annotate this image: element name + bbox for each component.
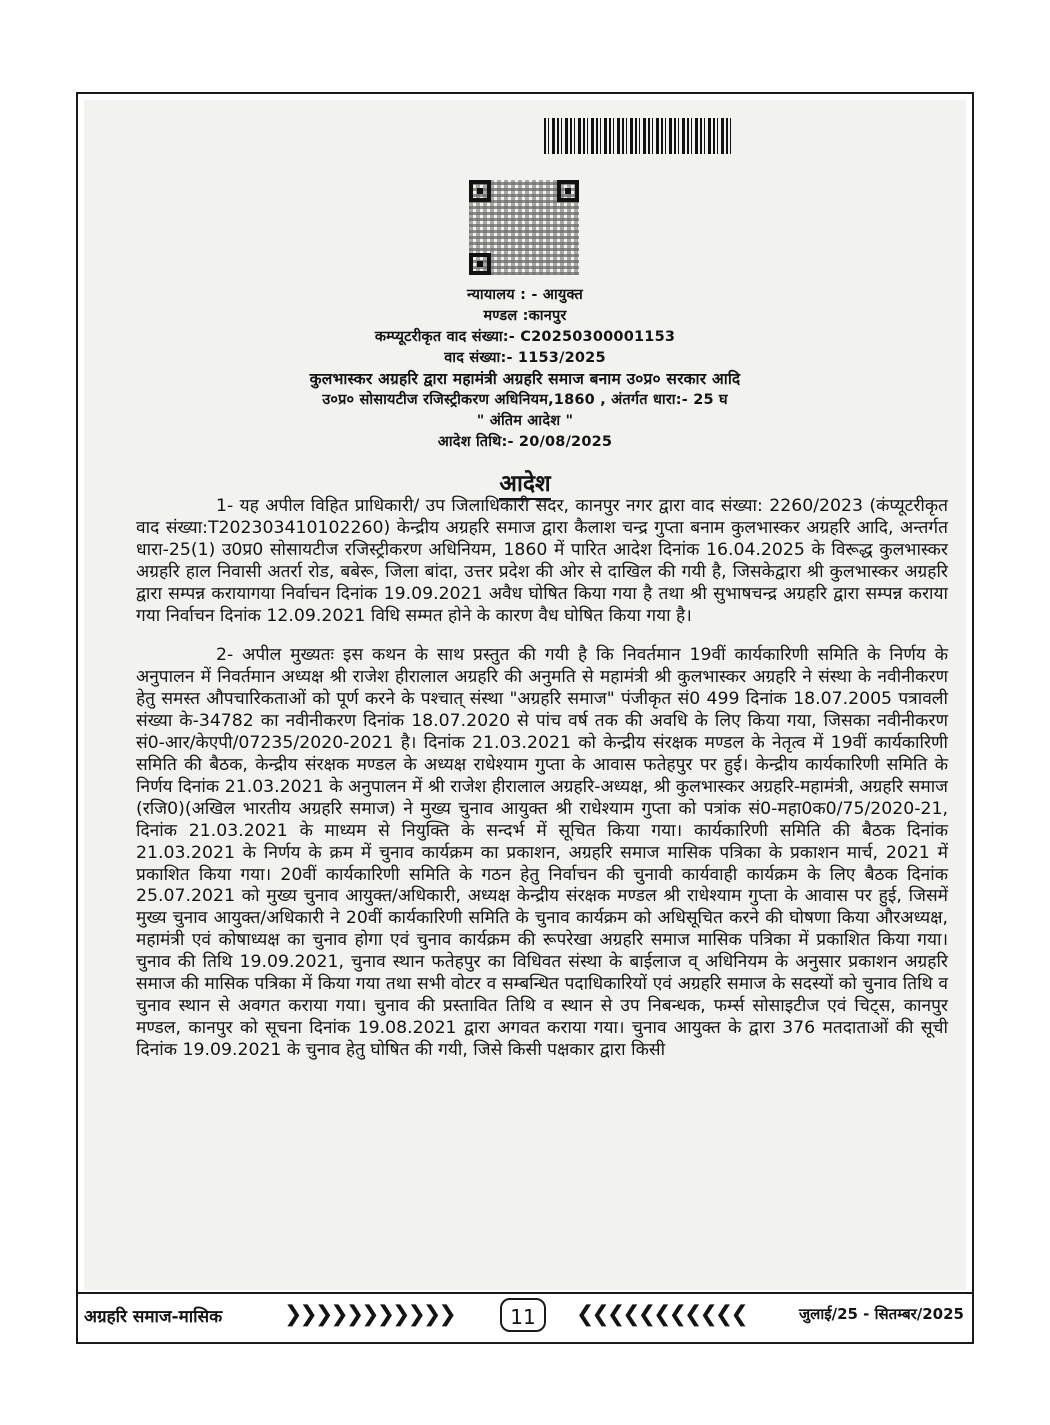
final-order-label: " अंतिम आदेश " <box>476 413 574 429</box>
computerized-case-number: कम्प्यूटरीकृत वाद संख्या:- C20250300001153 <box>374 329 676 345</box>
footer-ornament-right: ❮❮❮❮❮❮❮❮❮❮❮ <box>576 1302 746 1327</box>
paragraph-1: 1- यह अपील विहित प्राधिकारी/ उप जिलाधिकारी सदर, कानपुर नगर द्वारा वाद संख्या: 2260/2023 (कंप्यूटरीकृत वाद संख्या:T202303410102260) केन्द्रीय अग्रहरि समाज द्वारा कैलाश चन्द्र गुप्ता बनाम कुलभास्कर अग्रहरि आदि, अन्तर्गत धारा-25(1) उ0प्र0 सोसायटीज रजिस्ट्रीकरण अधिनियम, 1860 में पारित आदेश दिनांक 16.04.2025 के विरूद्ध कुलभास्कर अग्रहरि हाल निवासी अतर्रा रोड, बबेरू, जिला बांदा, उत्तर प्रदेश की ओर से दाखिल की गयी है, जिसकेद्वारा श्री कुलभास्कर अग्रहरि द्वारा सम्पन्न करायागया निर्वाचन दिनांक 19.09.2021 अवैध घोषित किया गया है तथा श्री सुभाषचन्द्र अग्रहरि द्वारा सम्पन्न कराया गया निर्वाचन दिनांक 12.09.2021 विधि सम्मत होने के कारण वैध घोषित किया गया है। <box>136 496 948 626</box>
page-number: 11 <box>500 1298 546 1332</box>
order-title-text: आदेश <box>499 471 550 500</box>
order-body <box>136 496 948 1062</box>
qr-finder-top-left <box>469 180 491 202</box>
barcode-image <box>544 118 732 154</box>
qr-finder-bottom-left <box>469 253 491 275</box>
division-name: मण्डल :कानपुर <box>483 308 567 324</box>
qr-code-image <box>469 180 579 275</box>
case-parties: कुलभास्कर अग्रहरि द्वारा महामंत्री अग्रहरि समाज बनाम उ०प्र० सरकार आदि <box>309 370 741 388</box>
qr-finder-top-right <box>557 180 579 202</box>
issue-date: जुलाई/25 - सितम्बर/2025 <box>799 1305 964 1323</box>
case-act: उ०प्र० सोसायटीज रजिस्ट्रीकरण अधिनियम,1860 , अंतर्गत धारा:- 25 घ <box>322 392 728 408</box>
publication-name: अग्रहरि समाज-मासिक <box>84 1307 223 1327</box>
footer-ornament-left: ❯❯❯❯❯❯❯❯❯❯❯ <box>284 1302 454 1327</box>
case-header <box>84 285 966 453</box>
page-footer <box>76 1292 974 1344</box>
scanned-document <box>84 100 966 1290</box>
court-name: न्यायालय : - आयुक्त <box>467 287 583 303</box>
paragraph-2: 2- अपील मुख्यतः इस कथन के साथ प्रस्तुत की गयी है कि निवर्तमान 19वीं कार्यकारिणी समिति के निर्णय के अनुपालन में निवर्तमान अध्यक्ष श्री राजेश हीरालाल अग्रहरि की अनुमति से महामंत्री श्री कुलभास्कर अग्रहरि ने संस्था के नवीनीकरण हेतु समस्त औपचारिकताओं को पूर्ण करने के पश्चात् संस्था "अग्रहरि समाज" पंजीकृत सं0 499 दिनांक 18.07.2005 पत्रावली संख्या के-34782 का नवीनीकरण दिनांक 18.07.2020 से पांच वर्ष तक की अवधि के लिए किया गया, जिसका नवीनीकरण सं0-आर/केएपी/07235/2020-2021 है। दिनांक 21.03.2021 को केन्द्रीय संरक्षक मण्डल के नेतृत्व में 19वीं कार्यकारिणी समिति की बैठक, केन्द्रीय संरक्षक मण्डल के अध्यक्ष राधेश्याम गुप्ता के आवास फतेहपुर पर हुई। केन्द्रीय कार्यकारिणी समिति के निर्णय दिनांक 21.03.2021 के अनुपालन में श्री राजेश हीरालाल अग्रहरि-अध्यक्ष, श्री कुलभास्कर अग्रहरि-महामंत्री, अग्रहरि समाज (रजि0)(अखिल भारतीय अग्रहरि समाज) ने मुख्य चुनाव आयुक्त श्री राधेश्याम गुप्ता को पत्रांक सं0-महा0क0/75/2020-21, दिनांक 21.03.2021 के माध्यम से नियुक्ति के सन्दर्भ में सूचित किया गया। कार्यकारिणी समिति की बैठक दिनांक 21.03.2021 के निर्णय के क्रम में चुनाव कार्यक्रम का प्रकाशन, अग्रहरि समाज मासिक पत्रिका के प्रकाशन मार्च, 2021 में प्रकाशित किया गया। 20वीं कार्यकारिणी समिति के गठन हेतु निर्वाचन की चुनावी कार्यवाही कार्यक्रम के लिए बैठक दिनांक 25.07.2021 को मुख्य चुनाव आयुक्त/अधिकारी, अध्यक्ष केन्द्रीय संरक्षक मण्डल श्री राधेश्याम गुप्ता के आवास पर हुई, जिसमें मुख्य चुनाव आयुक्त/अधिकारी ने 20वीं कार्यकारिणी समिति के चुनाव कार्यक्रम को अधिसूचित करने की घोषणा किया औरअध्यक्ष, महामंत्री एवं कोषाध्यक्ष का चुनाव होगा एवं चुनाव कार्यक्रम की रूपरेखा अग्रहरि समाज मासिक पत्रिका में प्रकाशित किया गया। चुनाव की तिथि 19.09.2021, चुनाव स्थान फतेहपुर का विधिवत संस्था के बाईलाज व् अधिनियम के अनुसार प्रकाशन अग्रहरि समाज की मासिक पत्रिका में किया गया तथा सभी वोटर व सम्बन्धित पदाधिकारियों एवं अग्रहरि समाज के सदस्यों को चुनाव तिथि व चुनाव स्थान से अवगत कराया गया। चुनाव की प्रस्तावित तिथि व स्थान से उप निबन्धक, फर्म्स सोसाइटीज एवं चिट्स, कानपुर मण्डल, कानपुर को सूचना दिनांक 19.08.2021 द्वारा अगवत कराया गया। चुनाव आयुक्त के द्वारा 376 मतदाताओं की सूची दिनांक 19.09.2021 के चुनाव हेतु घोषित की गयी, जिसे किसी पक्षकार द्वारा किसी <box>136 645 948 1060</box>
order-title <box>84 466 966 498</box>
order-date: आदेश तिथि:- 20/08/2025 <box>437 434 613 450</box>
case-number: वाद संख्या:- 1153/2025 <box>444 350 606 366</box>
